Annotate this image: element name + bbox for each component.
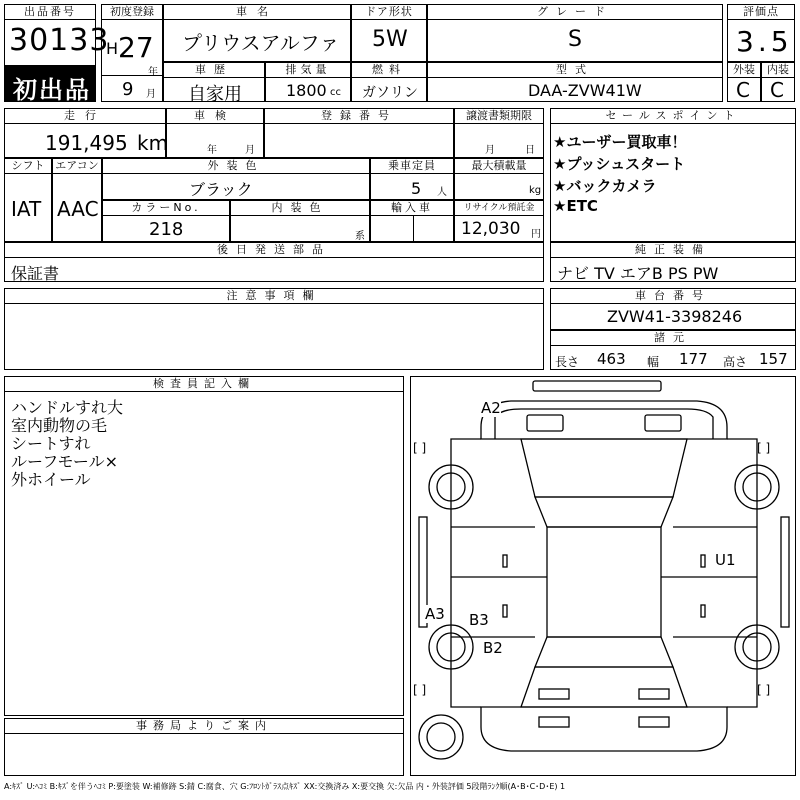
exterior: C	[736, 78, 750, 102]
sales-point: ★バックカメラ	[553, 177, 657, 195]
interior: C	[770, 78, 784, 102]
car-name: プリウスアルファ	[182, 31, 340, 55]
sales-points-label: セールスポイント	[550, 108, 796, 124]
max-load-label: 最大積載量	[454, 158, 544, 174]
mileage-unit: km	[137, 131, 169, 155]
displacement-unit: cc	[330, 87, 341, 98]
int-color-unit: 系	[355, 231, 365, 242]
damage-mark: B3	[469, 611, 489, 629]
max-load-unit: kg	[529, 185, 542, 196]
width-label: 幅	[647, 355, 660, 369]
recycle: 12,030	[461, 219, 521, 239]
inspector-label: 検査員記入欄	[4, 376, 404, 392]
car-name-cell	[163, 4, 351, 62]
bracket-left-top: [ ]	[413, 441, 427, 455]
color-cell	[102, 158, 370, 200]
grade-cell	[427, 4, 723, 62]
transfer-day: 日	[525, 145, 535, 156]
displacement: 1800	[286, 81, 327, 100]
max-load-cell	[454, 158, 544, 200]
mileage-label: 走行	[4, 108, 166, 124]
equipment-cell	[550, 242, 796, 282]
first-listing-text: 初出品	[13, 76, 91, 104]
score-label: 評価点	[727, 4, 795, 20]
shift-cell	[4, 158, 52, 242]
month-unit: 月	[146, 89, 156, 100]
length: 463	[597, 350, 626, 368]
exterior-label: 外装	[727, 62, 761, 78]
damage-mark: A2	[481, 399, 501, 417]
car-outline	[411, 377, 797, 777]
capacity-unit: 人	[437, 187, 447, 198]
ac-label: エアコン	[52, 158, 102, 174]
color-no-cell	[102, 200, 230, 242]
model-label: 型式	[427, 62, 723, 78]
bracket-right-bottom: [ ]	[757, 683, 771, 697]
door-cell	[351, 4, 427, 62]
lot-no-cell	[4, 4, 110, 66]
damage-mark: U1	[715, 551, 736, 569]
transfer-label: 譲渡書類期限	[454, 108, 544, 124]
length-label: 長さ	[555, 355, 580, 369]
sales-point: ★ETC	[553, 197, 598, 215]
legend: A:ｷｽﾞ U:ﾍｺﾐ B:ｷｽﾞを伴うﾍｺﾐ P:要塗装 W:補修跡 S:錆 C:腐食、穴 G:ﾌﾛﾝﾄｶﾞﾗｽ点ｷｽﾞ XX:交換済み X:要交換 欠:欠品 内・外装評価 5段階ﾗﾝｸ順(A･B･C･D･E) 1	[4, 782, 566, 791]
reg-no-label: 登録番号	[264, 108, 454, 124]
displacement-label: 排気量	[265, 62, 351, 78]
recycle-label: リサイクル預託金	[454, 200, 544, 216]
office-label: 事務局よりご案内	[4, 718, 404, 734]
grade-label: グレード	[427, 4, 723, 20]
lot-no: 30133	[9, 23, 110, 58]
shift: IAT	[11, 197, 42, 221]
notes-cell	[4, 288, 544, 370]
inspector-line: 外ホイール	[11, 470, 91, 489]
int-color-label: 内装色	[230, 200, 370, 216]
door-label: ドア形状	[351, 4, 427, 20]
inspection-month: 月	[245, 145, 255, 156]
equipment-label: 純正装備	[550, 242, 796, 258]
history-label: 車歴	[163, 62, 265, 78]
capacity-label: 乗車定員	[370, 158, 454, 174]
interior-label: 内装	[761, 62, 795, 78]
damage-mark: B2	[483, 639, 503, 657]
month: 9	[122, 79, 134, 100]
bracket-right-top: [ ]	[757, 441, 771, 455]
fuel-cell	[351, 62, 427, 102]
inspection-year: 年	[207, 145, 217, 156]
spec-label: 諸元	[550, 330, 796, 346]
score-cell	[727, 4, 795, 62]
color-no: 218	[149, 219, 184, 240]
later-parts: 保証書	[11, 264, 60, 283]
history-cell	[163, 62, 265, 105]
grade: S	[568, 27, 582, 52]
reg-no-cell	[264, 108, 454, 158]
car-diagram	[410, 376, 796, 776]
history: 自家用	[188, 84, 242, 105]
mileage-cell	[4, 108, 169, 158]
chassis-cell	[550, 288, 796, 330]
fuel: ガソリン	[362, 85, 418, 101]
inspector-line: 室内動物の毛	[11, 416, 108, 435]
chassis-label: 車台番号	[550, 288, 796, 304]
inspection-cell	[166, 108, 264, 158]
door: 5W	[372, 27, 408, 52]
mileage: 191,495	[45, 131, 128, 155]
lot-no-label: 出品番号	[4, 4, 96, 20]
first-reg-cell	[101, 4, 163, 102]
height: 157	[759, 350, 788, 368]
transfer-month: 月	[485, 145, 495, 156]
recycle-cell	[454, 200, 544, 242]
chassis-no: ZVW41-3398246	[607, 307, 743, 326]
fuel-label: 燃料	[351, 62, 427, 78]
transfer-cell	[454, 108, 544, 158]
capacity-cell	[370, 158, 454, 200]
inspector-line: シートすれ	[11, 434, 91, 453]
year: 27	[118, 31, 154, 64]
exterior-cell	[727, 62, 761, 102]
sales-point: ★ユーザー買取車！	[553, 133, 687, 151]
later-parts-cell	[4, 242, 544, 282]
inspection-label: 車検	[166, 108, 264, 124]
recycle-unit: 円	[531, 229, 541, 240]
color-label: 外装色	[102, 158, 370, 174]
width: 177	[679, 350, 708, 368]
year-unit: 年	[148, 67, 158, 78]
displacement-cell	[265, 62, 351, 102]
color: ブラック	[189, 180, 253, 199]
ac: AAC	[57, 197, 99, 221]
import-cell	[370, 200, 454, 242]
sales-point: ★プッシュスタート	[553, 155, 686, 173]
shift-label: シフト	[4, 158, 52, 174]
bracket-left-bottom: [ ]	[413, 683, 427, 697]
model: DAA-ZVW41W	[528, 81, 642, 100]
color-no-label: カラーNo.	[102, 200, 230, 216]
capacity: 5	[411, 179, 422, 198]
import-label: 輸入車	[370, 200, 454, 216]
ac-cell	[52, 158, 102, 242]
damage-mark: A3	[425, 605, 445, 623]
score: 3.5	[736, 25, 793, 58]
first-reg-label: 初度登録	[101, 4, 163, 20]
sales-points-cell	[550, 108, 796, 242]
notes-label: 注意事項欄	[4, 288, 544, 304]
first-listing-badge	[4, 66, 96, 102]
office-cell	[4, 718, 404, 776]
equipment: ナビ TV エアB PS PW	[557, 264, 719, 283]
int-color-cell	[230, 200, 370, 242]
spec-cell	[550, 330, 796, 370]
inspector-line: ハンドルすれ大	[11, 398, 124, 417]
car-name-label: 車名	[163, 4, 351, 20]
inspector-line: ルーフモール×	[11, 452, 119, 471]
later-parts-label: 後日発送部品	[4, 242, 544, 258]
interior-cell	[761, 62, 795, 102]
height-label: 高さ	[723, 355, 748, 369]
inspector-cell	[4, 376, 404, 716]
era: H	[106, 39, 119, 58]
model-cell	[427, 62, 723, 102]
